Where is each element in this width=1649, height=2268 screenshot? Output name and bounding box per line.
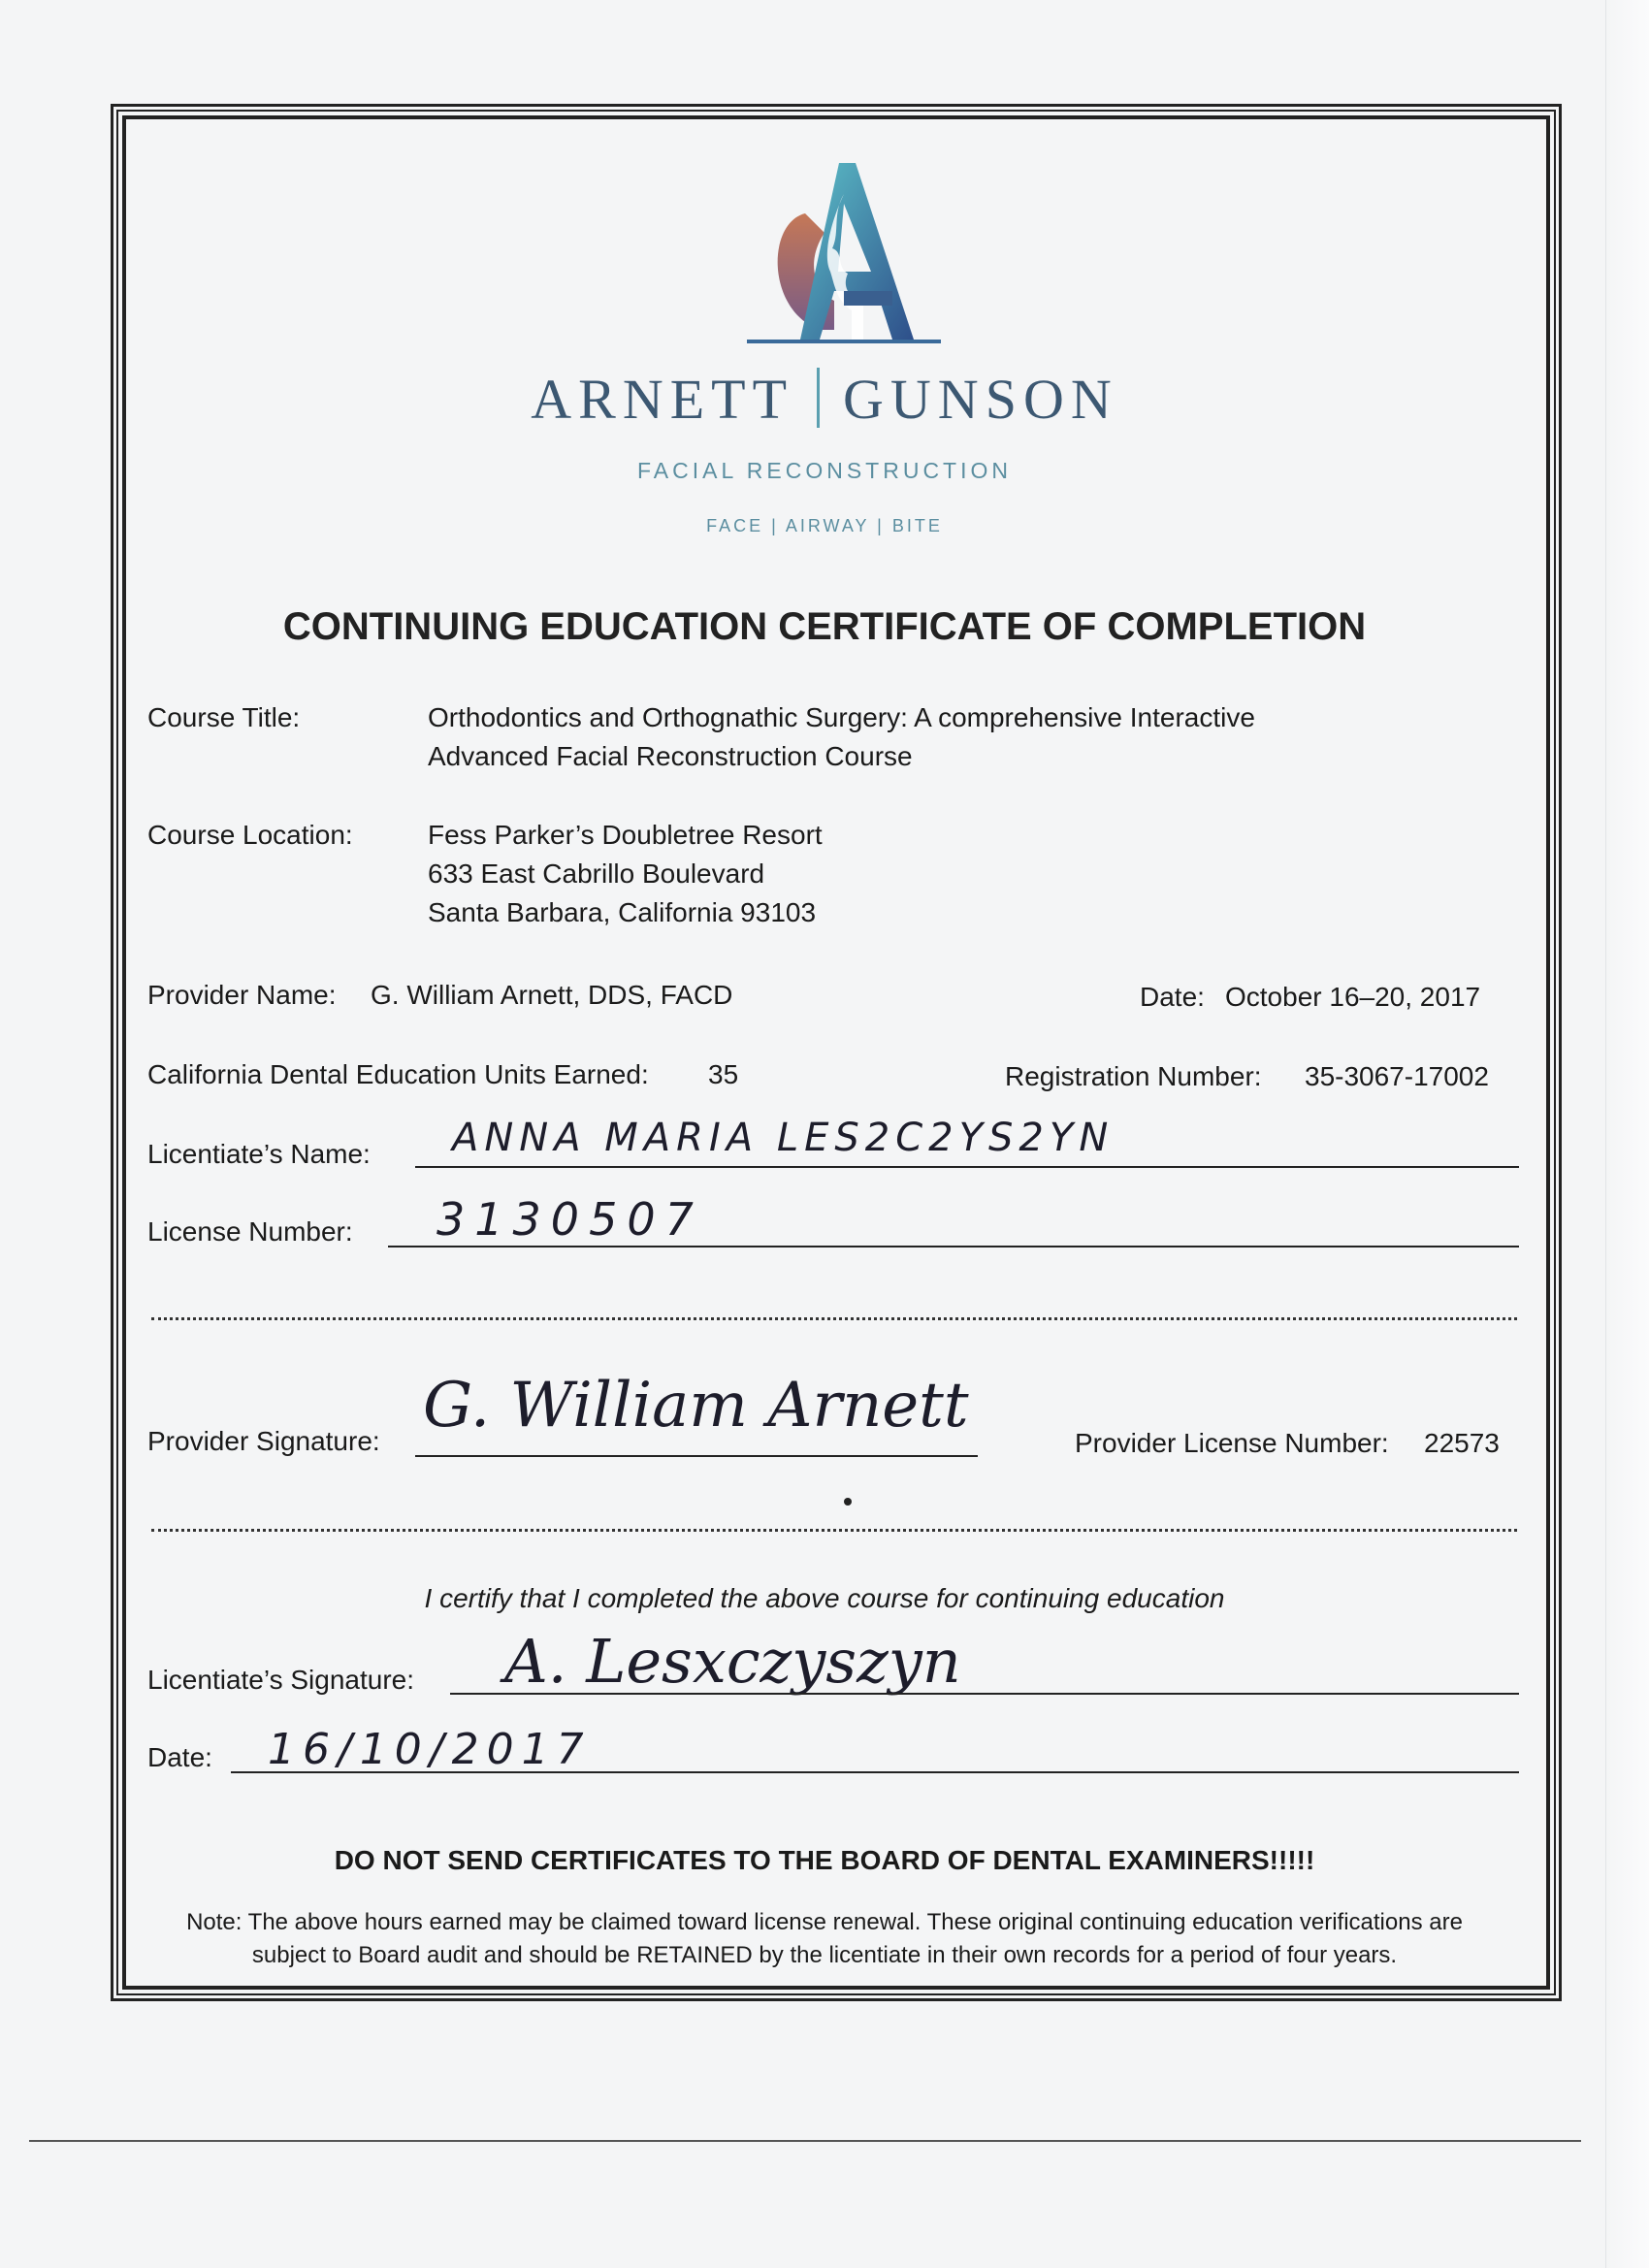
certificate-title: CONTINUING EDUCATION CERTIFICATE OF COMPLETION xyxy=(282,605,1367,648)
provider-signature: G. William Arnett xyxy=(423,1370,969,1442)
license-number-line xyxy=(388,1246,1519,1247)
licentiate-name-handwritten: ANNA MARIA LES2C2YS2YN xyxy=(452,1116,1115,1160)
course-title-line1: Orthodontics and Orthognathic Surgery: A comprehensive Interactive xyxy=(428,702,1255,732)
brand-divider xyxy=(817,368,820,428)
brand-name-right: GUNSON xyxy=(843,368,1118,431)
dotted-separator-2 xyxy=(151,1529,1517,1532)
course-title-label: Course Title: xyxy=(147,702,301,732)
note-line-2: subject to Board audit and should be RETAINED by the licentiate in their own records for a period of four years. xyxy=(251,1942,1398,1968)
date-label: Date: xyxy=(1140,982,1205,1012)
ink-speck xyxy=(844,1498,852,1506)
provider-name: G. William Arnett, DDS, FACD xyxy=(371,980,733,1010)
provider-name-label: Provider Name: xyxy=(147,980,337,1010)
brand-name xyxy=(0,367,1649,432)
course-title-line2: Advanced Facial Reconstruction Course xyxy=(428,741,913,771)
ag-monogram-logo-icon xyxy=(747,155,941,349)
provider-license-label: Provider License Number: xyxy=(1075,1428,1389,1458)
registration-number: 35-3067-17002 xyxy=(1305,1061,1489,1091)
provider-signature-line xyxy=(415,1455,978,1457)
note-line-1: Note: The above hours earned may be claimed toward license renewal. These original continuing education verifications are xyxy=(186,1909,1463,1935)
certify-statement: I certify that I completed the above course for continuing education xyxy=(424,1583,1225,1613)
licentiate-signature: A. Lesxczyszyn xyxy=(504,1626,961,1697)
signed-date-handwritten: 16/10/2017 xyxy=(268,1725,592,1774)
course-date: October 16–20, 2017 xyxy=(1225,982,1481,1012)
course-location-label: Course Location: xyxy=(147,820,353,850)
brand-tagline: FACE | AIRWAY | BITE xyxy=(706,516,943,535)
license-number-label: License Number: xyxy=(147,1216,353,1247)
provider-signature-label: Provider Signature: xyxy=(147,1426,380,1456)
signed-date-label: Date: xyxy=(147,1742,212,1772)
dotted-separator-1 xyxy=(151,1317,1517,1320)
licentiate-name-line xyxy=(415,1166,1519,1168)
warning-text: DO NOT SEND CERTIFICATES TO THE BOARD OF DENTAL EXAMINERS!!!!! xyxy=(334,1845,1315,1875)
footer-rule xyxy=(29,2140,1581,2142)
units-value: 35 xyxy=(708,1059,739,1089)
units-label: California Dental Education Units Earned: xyxy=(147,1059,649,1089)
signed-date-line xyxy=(231,1771,1519,1773)
provider-license-number: 22573 xyxy=(1424,1428,1500,1458)
licentiate-signature-line xyxy=(450,1693,1519,1695)
course-location-line2: 633 East Cabrillo Boulevard xyxy=(428,859,765,889)
licentiate-name-label: Licentiate’s Name: xyxy=(147,1139,371,1169)
brand-subtitle: FACIAL RECONSTRUCTION xyxy=(636,458,1012,483)
license-number-handwritten: 3130507 xyxy=(436,1193,703,1246)
brand-name-left: ARNETT xyxy=(531,368,794,431)
course-location-line3: Santa Barbara, California 93103 xyxy=(428,897,817,927)
course-location-line1: Fess Parker’s Doubletree Resort xyxy=(428,820,823,850)
registration-label: Registration Number: xyxy=(1005,1061,1262,1091)
licentiate-signature-label: Licentiate’s Signature: xyxy=(147,1665,414,1695)
